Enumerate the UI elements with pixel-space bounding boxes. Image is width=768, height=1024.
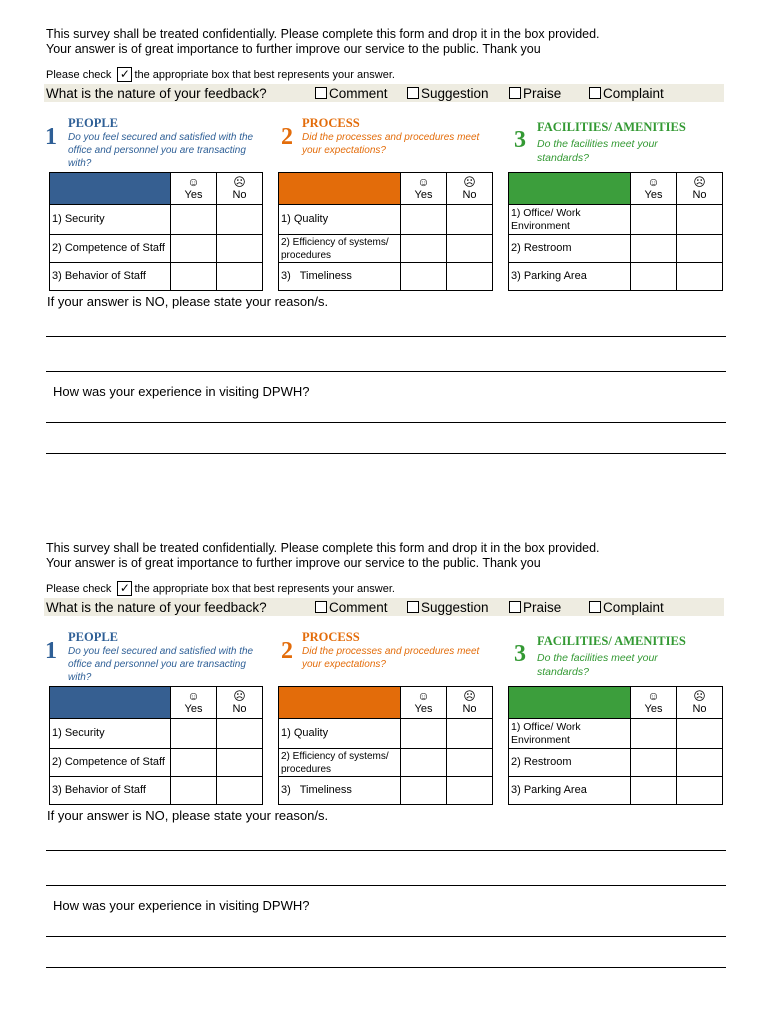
- facilities-header-fill: [509, 173, 631, 205]
- security-no-box[interactable]: [217, 719, 263, 749]
- happy-face-icon: ☺: [647, 689, 660, 703]
- item-efficiency: 2) Efficiency of systems/ procedures: [279, 749, 401, 777]
- no-column-header: [217, 173, 263, 205]
- competence-yes-box[interactable]: [171, 749, 217, 777]
- people-rating-table: [49, 172, 263, 291]
- experience-prompt: How was your experience in visiting DPWH?: [53, 384, 310, 399]
- praise-checkbox[interactable]: [509, 87, 521, 99]
- section-title-people: PEOPLE: [68, 116, 119, 130]
- experience-prompt: How was your experience in visiting DPWH?: [53, 898, 310, 913]
- option-praise[interactable]: [509, 600, 589, 615]
- yes-label: Yes: [644, 189, 663, 201]
- no-label: No: [692, 189, 707, 201]
- office-yes-box[interactable]: [631, 205, 677, 235]
- feedback-form: [0, 0, 768, 470]
- experience-line-1[interactable]: [46, 936, 726, 937]
- section-question-process: Did the processes and procedures meet your expectations?: [302, 646, 480, 670]
- quality-yes-box[interactable]: [401, 205, 447, 235]
- item-quality: 1) Quality: [279, 205, 401, 235]
- table-row: [509, 263, 723, 291]
- option-comment-label: Comment: [329, 85, 388, 101]
- reason-line-2[interactable]: [46, 371, 726, 372]
- section-question-people: Do you feel secured and satisfied with the office and personnel you are transacting with?: [68, 646, 254, 683]
- table-row: [509, 749, 723, 777]
- item-quality: 1) Quality: [279, 719, 401, 749]
- option-praise-label: Praise: [523, 85, 562, 101]
- restroom-yes-box[interactable]: [631, 235, 677, 263]
- sad-face-icon: ☹: [233, 175, 246, 189]
- experience-line-2[interactable]: [46, 967, 726, 968]
- no-label: No: [232, 703, 247, 715]
- facilities-header-fill: [509, 687, 631, 719]
- competence-no-box[interactable]: [217, 235, 263, 263]
- happy-face-icon: ☺: [187, 689, 200, 703]
- experience-line-2[interactable]: [46, 453, 726, 454]
- table-row: [279, 749, 493, 777]
- quality-no-box[interactable]: [447, 719, 493, 749]
- no-column-header: [677, 173, 723, 205]
- efficiency-yes-box[interactable]: [401, 749, 447, 777]
- option-suggestion-label: Suggestion: [421, 85, 489, 101]
- table-row: [509, 777, 723, 805]
- quality-no-box[interactable]: [447, 205, 493, 235]
- section-title-facilities: FACILITIES/ AMENITIES: [537, 634, 686, 648]
- section-title-process: PROCESS: [302, 630, 360, 644]
- feedback-form: [0, 514, 768, 984]
- process-rating-table: [278, 172, 493, 291]
- table-row: [50, 205, 263, 235]
- feedback-nature-row: [44, 84, 724, 102]
- behavior-yes-box[interactable]: [171, 777, 217, 805]
- yes-column-header: [171, 687, 217, 719]
- complaint-checkbox[interactable]: [589, 87, 601, 99]
- happy-face-icon: ☺: [417, 175, 430, 189]
- table-row: [279, 777, 493, 805]
- option-comment-label: Comment: [329, 599, 388, 615]
- table-row: [50, 749, 263, 777]
- check-instruction: [46, 581, 395, 596]
- intro-line-1: This survey shall be treated confidentially. Please complete this form and drop it in the box provided.: [46, 541, 600, 555]
- quality-yes-box[interactable]: [401, 719, 447, 749]
- security-yes-box[interactable]: [171, 719, 217, 749]
- yes-label: Yes: [184, 703, 203, 715]
- suggestion-checkbox[interactable]: [407, 87, 419, 99]
- section-title-people: PEOPLE: [68, 630, 119, 644]
- security-yes-box[interactable]: [171, 205, 217, 235]
- table-row: [50, 719, 263, 749]
- behavior-yes-box[interactable]: [171, 263, 217, 291]
- timeliness-yes-box[interactable]: [401, 263, 447, 291]
- happy-face-icon: ☺: [647, 175, 660, 189]
- happy-face-icon: ☺: [417, 689, 430, 703]
- yes-label: Yes: [414, 703, 433, 715]
- parking-yes-box[interactable]: [631, 777, 677, 805]
- experience-line-1[interactable]: [46, 422, 726, 423]
- competence-no-box[interactable]: [217, 749, 263, 777]
- option-complaint-label: Complaint: [603, 599, 664, 615]
- efficiency-yes-box[interactable]: [401, 235, 447, 263]
- item-behavior: 3) Behavior of Staff: [50, 263, 171, 291]
- check-instruction-suffix: the appropriate box that best represents your answer.: [134, 582, 395, 595]
- parking-no-box[interactable]: [677, 263, 723, 291]
- item-restroom: 2) Restroom: [509, 235, 631, 263]
- item-office-environment: 1) Office/ Work Environment: [509, 205, 631, 235]
- office-no-box[interactable]: [677, 205, 723, 235]
- section-number-people: 1: [45, 638, 57, 664]
- table-row: [509, 205, 723, 235]
- no-column-header: [447, 687, 493, 719]
- restroom-no-box[interactable]: [677, 749, 723, 777]
- feedback-nature-row: [44, 598, 724, 616]
- check-instruction: [46, 67, 395, 82]
- option-complaint[interactable]: [589, 86, 664, 101]
- sad-face-icon: ☹: [693, 175, 706, 189]
- table-row: [279, 205, 493, 235]
- office-yes-box[interactable]: [631, 719, 677, 749]
- comment-checkbox[interactable]: [315, 87, 327, 99]
- restroom-yes-box[interactable]: [631, 749, 677, 777]
- praise-checkbox[interactable]: [509, 601, 521, 613]
- happy-face-icon: ☺: [187, 175, 200, 189]
- section-number-facilities: 3: [514, 127, 526, 153]
- no-label: No: [232, 189, 247, 201]
- people-header-fill: [50, 173, 171, 205]
- no-label: No: [462, 189, 477, 201]
- checkmark-icon: ✓: [117, 67, 132, 82]
- item-security: 1) Security: [50, 205, 171, 235]
- sad-face-icon: ☹: [693, 689, 706, 703]
- efficiency-no-box[interactable]: [447, 235, 493, 263]
- behavior-no-box[interactable]: [217, 263, 263, 291]
- item-security: 1) Security: [50, 719, 171, 749]
- reason-line-2[interactable]: [46, 885, 726, 886]
- yes-column-header: [401, 687, 447, 719]
- section-number-facilities: 3: [514, 641, 526, 667]
- no-column-header: [447, 173, 493, 205]
- feedback-nature-question: What is the nature of your feedback?: [46, 85, 267, 101]
- option-complaint[interactable]: [589, 600, 664, 615]
- section-question-facilities: Do the facilities meet your standards?: [537, 652, 658, 678]
- intro-line-2: Your answer is of great importance to further improve our service to the public. Thank you: [46, 42, 541, 56]
- facilities-rating-table: [508, 686, 723, 805]
- check-instruction-prefix: Please check: [46, 68, 112, 81]
- facilities-rating-table: [508, 172, 723, 291]
- process-rating-table: [278, 686, 493, 805]
- item-timeliness: 3) Timeliness: [279, 777, 401, 805]
- restroom-no-box[interactable]: [677, 235, 723, 263]
- table-row: [279, 719, 493, 749]
- section-title-process: PROCESS: [302, 116, 360, 130]
- item-parking: 3) Parking Area: [509, 777, 631, 805]
- comment-checkbox[interactable]: [315, 601, 327, 613]
- item-competence: 2) Competence of Staff: [50, 749, 171, 777]
- yes-column-header: [631, 687, 677, 719]
- timeliness-no-box[interactable]: [447, 263, 493, 291]
- table-row: [279, 263, 493, 291]
- security-no-box[interactable]: [217, 205, 263, 235]
- option-suggestion-label: Suggestion: [421, 599, 489, 615]
- complaint-checkbox[interactable]: [589, 601, 601, 613]
- no-label: No: [692, 703, 707, 715]
- yes-label: Yes: [414, 189, 433, 201]
- no-column-header: [217, 687, 263, 719]
- timeliness-no-box[interactable]: [447, 777, 493, 805]
- section-question-facilities: Do the facilities meet your standards?: [537, 138, 658, 164]
- item-restroom: 2) Restroom: [509, 749, 631, 777]
- table-row: [50, 777, 263, 805]
- timeliness-yes-box[interactable]: [401, 777, 447, 805]
- yes-column-header: [171, 173, 217, 205]
- item-parking: 3) Parking Area: [509, 263, 631, 291]
- sad-face-icon: ☹: [463, 175, 476, 189]
- intro-line-2: Your answer is of great importance to further improve our service to the public. Thank you: [46, 556, 541, 570]
- suggestion-checkbox[interactable]: [407, 601, 419, 613]
- table-row: [509, 719, 723, 749]
- checkmark-icon: ✓: [117, 581, 132, 596]
- people-header-fill: [50, 687, 171, 719]
- sad-face-icon: ☹: [463, 689, 476, 703]
- yes-column-header: [401, 173, 447, 205]
- option-praise-label: Praise: [523, 599, 562, 615]
- option-praise[interactable]: [509, 86, 589, 101]
- item-timeliness: 3) Timeliness: [279, 263, 401, 291]
- feedback-nature-question: What is the nature of your feedback?: [46, 599, 267, 615]
- no-label: No: [462, 703, 477, 715]
- check-instruction-suffix: the appropriate box that best represents your answer.: [134, 68, 395, 81]
- option-suggestion[interactable]: [407, 86, 509, 101]
- sad-face-icon: ☹: [233, 689, 246, 703]
- section-title-facilities: FACILITIES/ AMENITIES: [537, 120, 686, 134]
- intro-line-1: This survey shall be treated confidentially. Please complete this form and drop it in the box provided.: [46, 27, 600, 41]
- behavior-no-box[interactable]: [217, 777, 263, 805]
- item-competence: 2) Competence of Staff: [50, 235, 171, 263]
- reason-prompt: If your answer is NO, please state your reason/s.: [47, 808, 329, 823]
- reason-line-1[interactable]: [46, 850, 726, 851]
- check-instruction-prefix: Please check: [46, 582, 112, 595]
- office-no-box[interactable]: [677, 719, 723, 749]
- table-row: [279, 235, 493, 263]
- section-number-process: 2: [281, 638, 293, 664]
- efficiency-no-box[interactable]: [447, 749, 493, 777]
- reason-prompt: If your answer is NO, please state your reason/s.: [47, 294, 329, 309]
- table-row: [50, 235, 263, 263]
- item-efficiency: 2) Efficiency of systems/ procedures: [279, 235, 401, 263]
- people-rating-table: [49, 686, 263, 805]
- process-header-fill: [279, 173, 401, 205]
- yes-label: Yes: [184, 189, 203, 201]
- reason-line-1[interactable]: [46, 336, 726, 337]
- table-row: [50, 263, 263, 291]
- yes-label: Yes: [644, 703, 663, 715]
- yes-column-header: [631, 173, 677, 205]
- parking-no-box[interactable]: [677, 777, 723, 805]
- option-comment[interactable]: [315, 600, 407, 615]
- competence-yes-box[interactable]: [171, 235, 217, 263]
- process-header-fill: [279, 687, 401, 719]
- item-office-environment: 1) Office/ Work Environment: [509, 719, 631, 749]
- section-question-process: Did the processes and procedures meet your expectations?: [302, 132, 480, 156]
- section-number-people: 1: [45, 124, 57, 150]
- item-behavior: 3) Behavior of Staff: [50, 777, 171, 805]
- no-column-header: [677, 687, 723, 719]
- option-comment[interactable]: [315, 86, 407, 101]
- section-number-process: 2: [281, 124, 293, 150]
- parking-yes-box[interactable]: [631, 263, 677, 291]
- section-question-people: Do you feel secured and satisfied with the office and personnel you are transacting with?: [68, 132, 254, 169]
- table-row: [509, 235, 723, 263]
- option-suggestion[interactable]: [407, 600, 509, 615]
- option-complaint-label: Complaint: [603, 85, 664, 101]
